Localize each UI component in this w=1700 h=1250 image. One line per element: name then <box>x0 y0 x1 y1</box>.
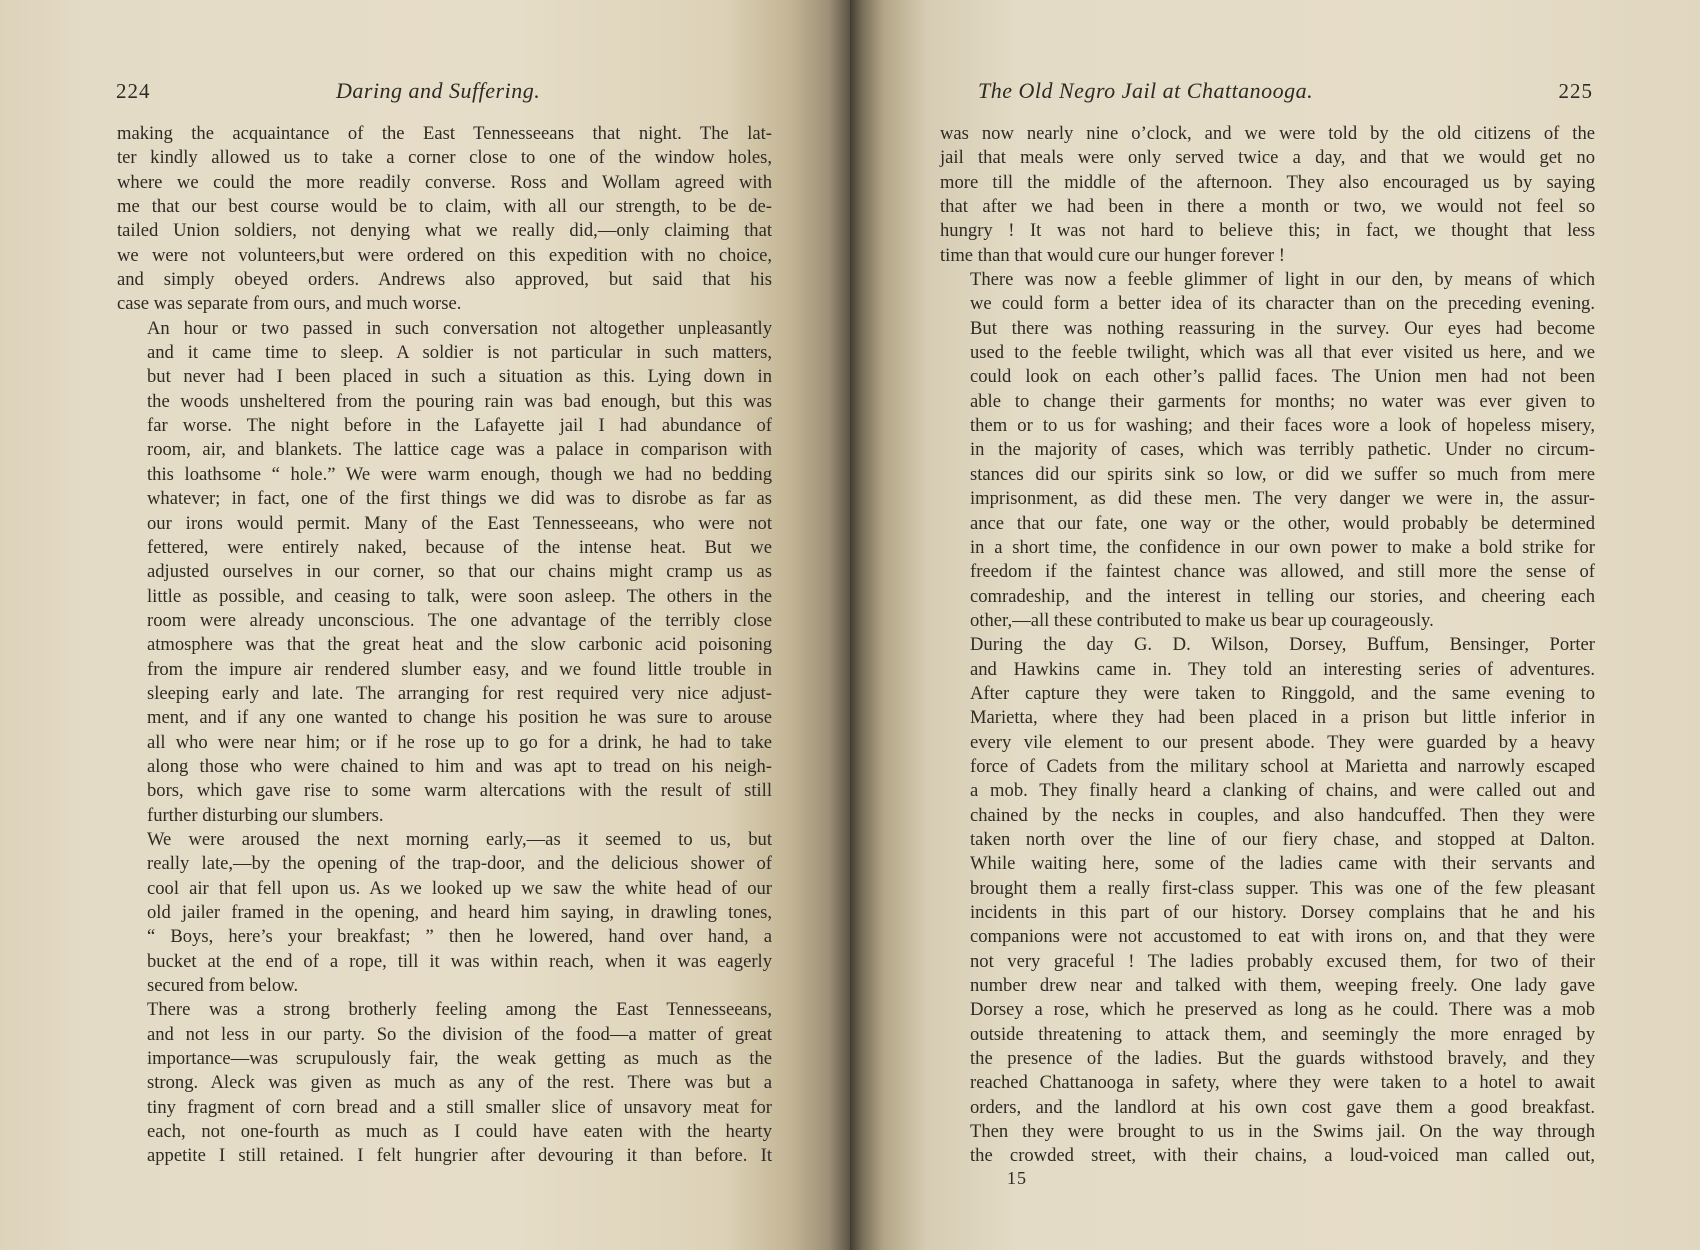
text-line: was now nearly nine o’clock, and we were told by the old citizens of the <box>940 123 1595 144</box>
text-line: There was a strong brotherly feeling among the East Tennesseeans, <box>147 999 772 1021</box>
text-line: in the majority of cases, which was terribly pathetic. Under no circum- <box>970 439 1595 461</box>
right-page-body <box>940 122 1595 1169</box>
text-line: but never had I been placed in such a situation as this. Lying down in <box>147 366 772 388</box>
text-line: the presence of the ladies. But the guards withstood bravely, and they <box>970 1048 1595 1070</box>
text-line: secured from below. <box>147 975 299 997</box>
text-line: appetite I still retained. I felt hungrier after devouring it than before. It <box>147 1145 772 1167</box>
text-line: in a short time, the confidence in our own power to make a bold strike for <box>970 536 1595 558</box>
text-line: a mob. They finally heard a clanking of chains, and were called out and <box>970 780 1595 802</box>
text-line: used to the feeble twilight, which was all that ever visited us here, and we <box>970 342 1595 364</box>
signature-mark: 15 <box>1007 1168 1027 1188</box>
text-line: further disturbing our slumbers. <box>147 804 384 826</box>
text-line: Dorsey a rose, which he preserved as long as he could. There was a mob <box>970 999 1595 1021</box>
right-page <box>850 0 1700 1250</box>
text-line: this loathsome “ hole.” We were warm enough, though we had no bedding <box>147 463 772 485</box>
text-line: jail that meals were only served twice a day, and that we would get no <box>940 147 1595 169</box>
text-line: each, not one-fourth as much as I could have eaten with the hearty <box>147 1121 772 1143</box>
text-line: orders, and the landlord at his own cost gave them a good breakfast. <box>970 1096 1595 1118</box>
right-page-header <box>938 76 1593 106</box>
text-line: force of Cadets from the military school at Marietta and narrowly escaped <box>970 755 1595 777</box>
text-line: and Hawkins came in. They told an interesting series of adventures. <box>970 658 1595 680</box>
left-page-body <box>117 122 772 1169</box>
right-running-title: The Old Negro Jail at Chattanooga. <box>978 78 1314 103</box>
text-line: we could form a better idea of its character than on the preceding evening. <box>970 293 1595 315</box>
paragraph <box>940 268 1595 633</box>
text-line: An hour or two passed in such conversation not altogether unpleasantly <box>147 317 772 339</box>
text-line: adjusted ourselves in our corner, so that our chains might cramp us as <box>147 561 772 583</box>
text-line: While waiting here, some of the ladies came with their servants and <box>970 853 1595 875</box>
text-line: freedom if the faintest chance was allowed, and still more the sense of <box>970 561 1595 583</box>
text-line: Marietta, where they had been placed in a prison but little inferior in <box>970 707 1595 729</box>
text-line: atmosphere was that the great heat and the slow carbonic acid poisoning <box>147 634 772 656</box>
text-line: strong. Aleck was given as much as any of the rest. There was but a <box>147 1072 772 1094</box>
text-line: hungry ! It was not hard to believe this; in fact, we thought that less <box>940 220 1595 242</box>
text-line: bucket at the end of a rope, till it was within reach, when it was eagerly <box>147 950 772 972</box>
text-line: room, air, and blankets. The lattice cage was a palace in comparison with <box>147 439 772 461</box>
text-line: room were already unconscious. The one advantage of the terribly close <box>147 609 772 631</box>
text-line: all who were near him; or if he rose up to go for a drink, he had to take <box>147 731 772 753</box>
text-line: and simply obeyed orders. Andrews also approved, but said that his <box>117 269 772 291</box>
text-line: could look on each other’s pallid faces. The Union men had not been <box>970 366 1595 388</box>
right-page-number: 225 <box>1558 79 1593 103</box>
text-line: outside threatening to attack them, and seemingly the more enraged by <box>970 1023 1595 1045</box>
text-line: making the acquaintance of the East Tennesseeans that night. The lat- <box>117 123 772 144</box>
text-line: and not less in our party. So the division of the food—a matter of great <box>147 1023 772 1045</box>
paragraph <box>117 828 772 998</box>
text-line: time than that would cure our hunger forever ! <box>940 244 1285 266</box>
text-line: more till the middle of the afternoon. They also encouraged us by saying <box>940 171 1595 193</box>
text-line: that after we had been in there a month or two, we would not feel so <box>940 196 1595 218</box>
left-page-header <box>116 76 771 106</box>
text-line: After capture they were taken to Ringgold, and the same evening to <box>970 682 1595 704</box>
text-line: whatever; in fact, one of the first things we did was to disrobe as far as <box>147 488 772 510</box>
paragraph <box>117 122 772 317</box>
text-line: cool air that fell upon us. As we looked up we saw the white head of our <box>147 877 772 899</box>
text-line: reached Chattanooga in safety, where they were taken to a hotel to await <box>970 1072 1595 1094</box>
text-line: not very graceful ! The ladies probably excused them, for two of their <box>970 950 1595 972</box>
text-line: every vile element to our present abode. They were guarded by a heavy <box>970 731 1595 753</box>
text-line: and it came time to sleep. A soldier is not particular in such matters, <box>147 342 772 364</box>
text-line: taken north over the line of our fiery chase, and stopped at Dalton. <box>970 828 1595 850</box>
left-page-number: 224 <box>116 79 151 103</box>
paragraph <box>117 998 772 1168</box>
text-line: from the impure air rendered slumber easy, and we found little trouble in <box>147 658 772 680</box>
text-line: companions were not accustomed to eat with irons on, and that they were <box>970 926 1595 948</box>
text-line: chained by the necks in couples, and also handcuffed. Then they were <box>970 804 1595 826</box>
text-line: little as possible, and ceasing to talk, were soon asleep. The others in the <box>147 585 772 607</box>
text-line: “ Boys, here’s your breakfast; ” then he lowered, hand over hand, a <box>147 926 772 948</box>
text-line: where we could the more readily converse. Ross and Wollam agreed with <box>117 171 772 193</box>
text-line: old jailer framed in the opening, and heard him saying, in drawling tones, <box>147 902 772 923</box>
text-line: stances did our spirits sink so low, or did we suffer so much from mere <box>970 463 1595 485</box>
text-line: We were aroused the next morning early,—as it seemed to us, but <box>147 828 772 850</box>
text-line: imprisonment, as did these men. The very danger we were in, the assur- <box>970 488 1595 510</box>
text-line: able to change their garments for months; no water was ever given to <box>970 390 1595 412</box>
text-line: along those who were chained to him and was apt to tread on his neigh- <box>147 755 772 777</box>
paragraph <box>117 317 772 828</box>
text-line: number drew near and talked with them, weeping freely. One lady gave <box>970 975 1595 997</box>
text-line: ter kindly allowed us to take a corner close to one of the window holes, <box>117 147 772 169</box>
text-line: ance that our fate, one way or the other, would probably be determined <box>970 512 1595 534</box>
text-line: case was separate from ours, and much worse. <box>117 293 462 315</box>
text-line: comradeship, and the interest in telling our stories, and cheering each <box>970 585 1595 607</box>
text-line: But there was nothing reassuring in the survey. Our eyes had become <box>970 317 1595 339</box>
text-line: bors, which gave rise to some warm altercations with the result of still <box>147 780 772 802</box>
text-line: our irons would permit. Many of the East Tennesseeans, who were not <box>147 512 772 534</box>
text-line: them or to us for washing; and their faces wore a look of hopeless misery, <box>970 415 1595 437</box>
text-line: brought them a really first-class supper. This was one of the few pleasant <box>970 877 1595 899</box>
text-line: incidents in this part of our history. Dorsey complains that he and his <box>970 902 1595 923</box>
text-line: really late,—by the opening of the trap-door, and the delicious shower of <box>147 853 772 875</box>
text-line: far worse. The night before in the Lafayette jail I had abundance of <box>147 415 772 437</box>
text-line: we were not volunteers,but were ordered on this expedition with no choice, <box>117 244 772 266</box>
text-line: the crowded street, with their chains, a loud-voiced man called out, <box>970 1145 1595 1167</box>
text-line: fettered, were entirely naked, because of the intense heat. But we <box>147 536 772 558</box>
text-line: tiny fragment of corn bread and a still smaller slice of unsavory meat for <box>147 1096 772 1118</box>
text-line: the woods unsheltered from the pouring rain was bad enough, but this was <box>147 390 772 412</box>
text-line: During the day G. D. Wilson, Dorsey, Buffum, Bensinger, Porter <box>970 634 1595 656</box>
paragraph <box>940 122 1595 268</box>
text-line: Then they were brought to us in the Swims jail. On the way through <box>970 1121 1595 1143</box>
text-line: other,—all these contributed to make us bear up courageously. <box>970 609 1434 631</box>
left-running-title: Daring and Suffering. <box>336 78 541 103</box>
text-line: There was now a feeble glimmer of light in our den, by means of which <box>970 269 1595 291</box>
paragraph <box>940 633 1595 1169</box>
text-line: tailed Union soldiers, not denying what we really did,—only claiming that <box>117 220 772 242</box>
text-line: me that our best course would be to claim, with all our strength, to be de- <box>117 196 772 218</box>
text-line: sleeping early and late. The arranging for rest required very nice adjust- <box>147 682 772 704</box>
text-line: importance—was scrupulously fair, the weak getting as much as the <box>147 1048 772 1070</box>
text-line: ment, and if any one wanted to change his position he was sure to arouse <box>147 707 772 729</box>
